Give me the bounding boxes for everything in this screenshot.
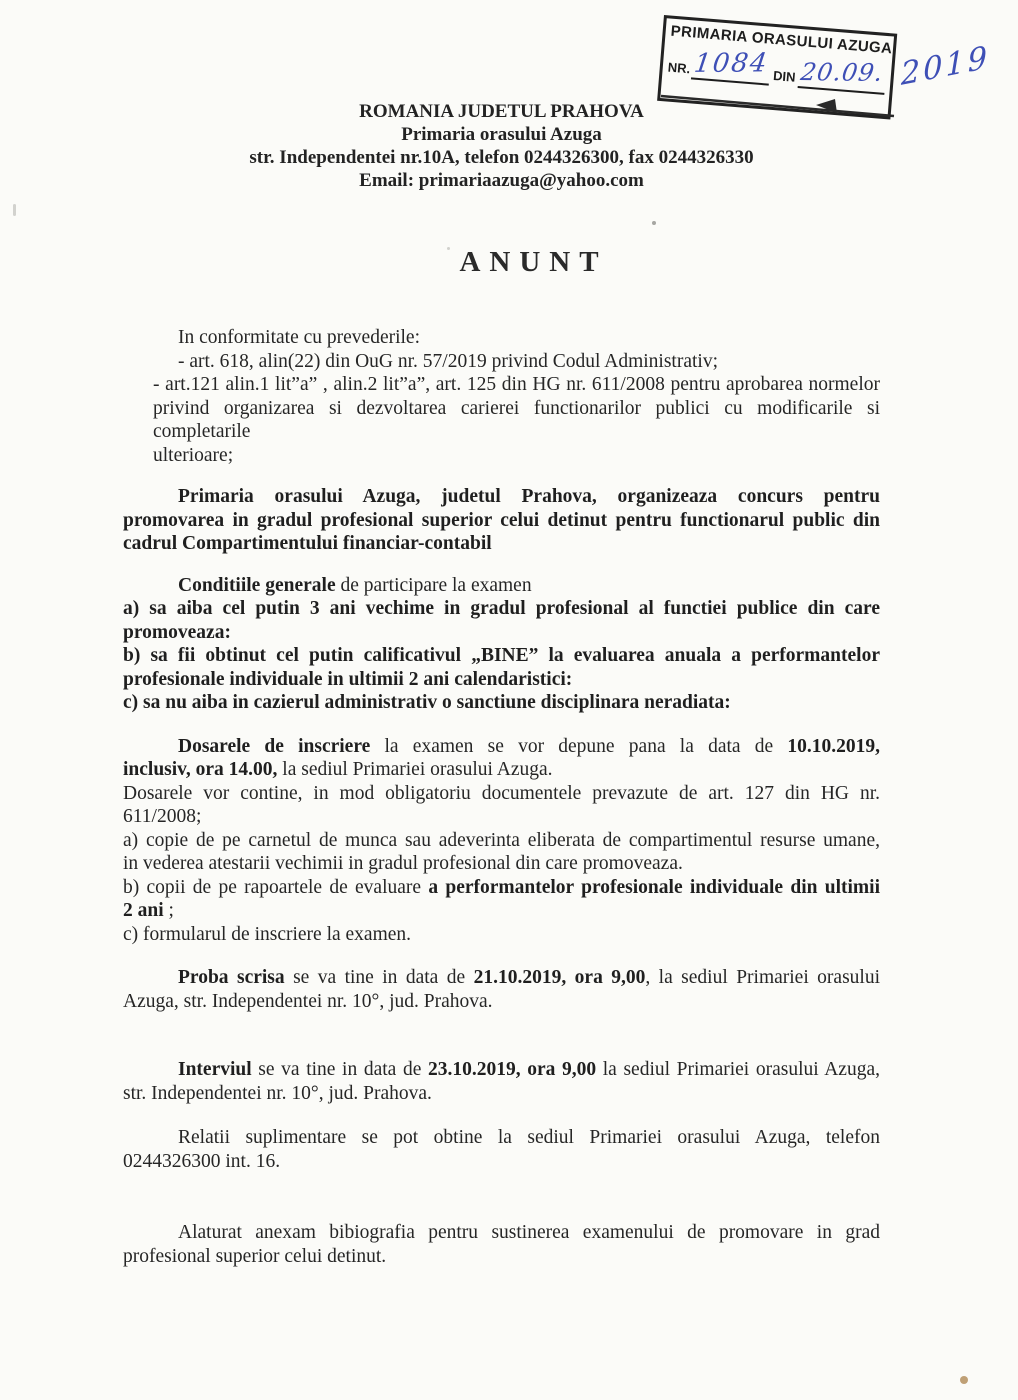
- letterhead-line-institution: Primaria orasului Azuga: [401, 124, 602, 145]
- stamp-din-label: DIN: [772, 67, 797, 85]
- paragraph-line: 2 ani ;: [123, 900, 174, 921]
- paragraph-line: Dosarele vor contine, in mod obligatoriu documentele prevazute de art. 127 din HG nr.: [123, 782, 880, 804]
- stamp-title: PRIMARIA ORASULUI AZUGA: [670, 22, 893, 58]
- stamp-nr-label: NR.: [667, 59, 691, 77]
- interview-paragraph: [123, 1058, 880, 1105]
- paragraph-line: Alaturat anexam bibiografia pentru sustinerea examenului de promovare in grad: [178, 1222, 880, 1243]
- paragraph-line: cadrul Compartimentului financiar-contabil: [123, 533, 492, 554]
- enrollment-files-section: [123, 735, 880, 947]
- bibliography-paragraph: [123, 1221, 880, 1268]
- letterhead-line-country: ROMANIA JUDETUL PRAHOVA: [359, 101, 644, 122]
- stamp-date-handwritten: 20.09.: [799, 58, 886, 87]
- paragraph-line: Dosarele de inscriere la examen se vor depune pana la data de 10.10.2019,: [178, 735, 880, 757]
- paragraph-line: inclusiv, ora 14.00, la sediul Primariei orasului Azuga.: [123, 759, 553, 780]
- additional-info-paragraph: [123, 1126, 880, 1173]
- paragraph-line: c) sa nu aiba in cazierul administrativ o sanctiune disciplinara neradiata:: [123, 692, 731, 713]
- announcement-paragraph: [123, 485, 880, 556]
- general-conditions-section: [123, 574, 880, 715]
- paragraph-line: c) formularul de inscriere la examen.: [123, 923, 412, 945]
- paragraph-line: a) sa aiba cel putin 3 ani vechime in gradul profesional al functiei publice din care: [123, 598, 880, 619]
- stamp-number-handwritten: 1084: [692, 48, 771, 79]
- paragraph-line: Primaria orasului Azuga, judetul Prahova, organizeaza concurs pentru: [178, 486, 880, 507]
- legal-basis-block: [153, 373, 880, 467]
- document-body: [123, 326, 880, 1268]
- paragraph-line: b) copii de pe rapoartele de evaluare a performantelor profesionale individuale din ultimii: [123, 876, 880, 898]
- letterhead-line-address: str. Independentei nr.10A, telefon 0244326300, fax 0244326330: [249, 147, 754, 168]
- arrow-line: [658, 10, 1018, 135]
- scan-speck: [652, 221, 656, 225]
- document-title: ANUNT: [459, 246, 608, 278]
- paragraph-line: - art.121 alin.1 lit”a” , alin.2 lit”a”, art. 125 din HG nr. 611/2008 pentru aprobarea normelor: [153, 374, 880, 395]
- stamp-year-handwritten: 2019: [900, 39, 991, 93]
- scan-speck: [447, 247, 450, 250]
- paragraph-line: in vederea atestarii vechimii in gradul profesional din care promoveaza.: [123, 853, 683, 874]
- registration-stamp: [658, 10, 1018, 135]
- paragraph-line: 611/2008;: [123, 806, 202, 827]
- paragraph-line: In conformitate cu prevederile:: [178, 327, 421, 348]
- scan-speck: [13, 204, 16, 216]
- paragraph-line: promovarea in gradul profesional superior celui detinut pentru functionarul public din: [123, 509, 880, 531]
- letterhead-line-email: Email: primariaazuga@yahoo.com: [359, 170, 644, 191]
- paragraph-line: profesional superior celui detinut.: [123, 1245, 387, 1267]
- paragraph-line: ulterioare;: [153, 444, 234, 466]
- scan-speck: [960, 1376, 968, 1384]
- paragraph-line: b) sa fii obtinut cel putin calificativul „BINE” la evaluarea anuala a performantelor: [123, 645, 880, 666]
- paragraph-line: Relatii suplimentare se pot obtine la sediul Primariei orasului Azuga, telefon: [178, 1127, 880, 1148]
- paragraph-line: Conditiile generale de participare la examen: [178, 574, 532, 596]
- paragraph-line: - art. 618, alin(22) din OuG nr. 57/2019 privind Codul Administrativ;: [178, 350, 719, 372]
- paragraph-line: a) copie de pe carnetul de munca sau adeverinta eliberata de compartimentul resurse umane,: [123, 829, 880, 851]
- paragraph-line: 0244326300 int. 16.: [123, 1150, 281, 1172]
- paragraph-line: str. Independentei nr. 10°, jud. Prahova.: [123, 1082, 432, 1104]
- paragraph-line: privind organizarea si dezvoltarea carierei functionarilor publici cu modificarile si completarile: [153, 397, 880, 442]
- written-test-paragraph: [123, 966, 880, 1013]
- document-title-row: [123, 246, 880, 279]
- paragraph-line: Proba scrisa se va tine in data de 21.10.2019, ora 9,00, la sediul Primariei orasului: [178, 967, 881, 988]
- paragraph-line: profesionale individuale in ultimii 2 ani calendaristici:: [123, 668, 573, 690]
- paragraph-line: Azuga, str. Independentei nr. 10°, jud. Prahova.: [123, 990, 493, 1012]
- paragraph-line: promoveaza:: [123, 621, 231, 643]
- paragraph-line: Interviul se va tine in data de 23.10.2019, ora 9,00 la sediul Primariei orasului Azuga,: [178, 1059, 880, 1080]
